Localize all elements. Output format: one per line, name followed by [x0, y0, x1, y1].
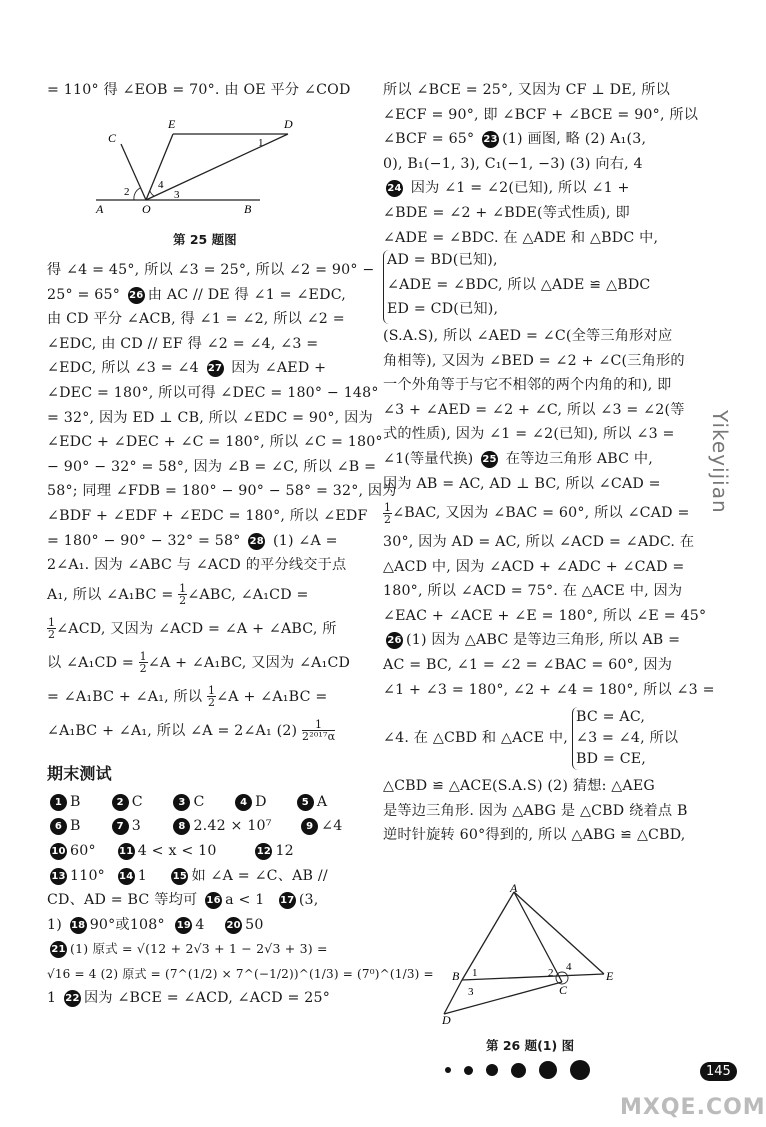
fraction: $\frac{1}{2}$ — [139, 650, 147, 676]
question-number-badge: 18 — [70, 917, 87, 934]
text-line: ∠ADE = ∠BDC. 在 △ADE 和 △BDC 中, — [383, 229, 659, 246]
question-number-badge: 3 — [173, 794, 190, 811]
text-line: = 110° 得 ∠EOB = 70°. 由 OE 平分 ∠COD — [47, 82, 351, 98]
text-line: ∠1 + ∠3 = 180°, ∠2 + ∠4 = 180°, 所以 ∠3 = — [383, 681, 715, 698]
text-line: 逆时针旋转 60°得到的, 所以 △ABG ≌ △CBD, — [383, 827, 686, 844]
text-line: 2∠A₁. 因为 ∠ABC 与 ∠ACD 的平分线交于点 — [47, 557, 347, 574]
question-number-badge: 19 — [175, 917, 192, 934]
figure-26-caption: 第 26 题(1) 图 — [486, 1038, 575, 1053]
text-line: 一个外角等于与它不相邻的两个内角的和), 即 — [383, 377, 672, 394]
section-title: 期末测试 — [47, 763, 112, 783]
text-line: △CBD ≌ △ACE(S.A.S) (2) 猜想: △AEG — [383, 778, 655, 795]
text-line: ∠1(等量代换) 25 在等边三角形 ABC 中, — [383, 450, 654, 467]
question-number-badge: 4 — [235, 794, 252, 811]
dot-icon — [464, 1066, 473, 1075]
label-A: A — [96, 202, 104, 216]
left-column-body — [47, 258, 434, 1011]
dot-icon — [539, 1061, 557, 1079]
angle-label-3: 3 — [174, 189, 180, 201]
text-line: (S.A.S), 所以 ∠AED = ∠C(全等三角形对应 — [383, 327, 673, 344]
brace-system: ∠4. 在 △CBD 和 △ACE 中, BC = AC, ∠3 = ∠4, 所以 BD = CE, — [383, 702, 683, 774]
figure-25-caption: 第 25 题图 — [173, 232, 237, 247]
question-number-badge: 13 — [50, 868, 67, 885]
question-number-badge: 1 — [50, 794, 67, 811]
text-line: ∠EDC + ∠DEC + ∠C = 180°, 所以 ∠C = 180° — [47, 434, 383, 451]
angle-label-4: 4 — [566, 961, 572, 973]
page-number: 145 — [700, 1062, 737, 1081]
brace-system — [383, 250, 683, 324]
question-number-badge: 27 — [207, 360, 224, 377]
question-number-badge: 8 — [173, 818, 190, 835]
text-line: ∠BCF = 65° 23 (1) 画图, 略 (2) A₁(3, — [383, 131, 647, 148]
question-number-badge: 24 — [386, 180, 403, 197]
label-D: D — [284, 117, 293, 131]
question-number-badge: 2 — [112, 794, 129, 811]
dot-icon — [445, 1067, 451, 1073]
dot-icon — [486, 1064, 498, 1076]
question-number-badge: 7 — [112, 818, 129, 835]
label-A: A — [510, 881, 518, 895]
dot-icon — [570, 1060, 590, 1080]
fraction: $\frac{1}{2}$ — [179, 582, 187, 608]
angle-label-4: 4 — [158, 179, 164, 191]
question-number-badge: 9 — [301, 818, 318, 835]
text-line: = ∠A₁BC + ∠A₁, 所以 $\frac{1}{2}$ ∠A + ∠A₁BC = — [47, 684, 328, 710]
answer-row: 10 60° 11 4 < x < 10 12 12 — [51, 842, 294, 859]
question-number-badge: 14 — [118, 868, 135, 885]
label-E: E — [168, 117, 176, 131]
figure-26-diagram — [432, 882, 632, 1027]
text-line: 21 (1) 原式 = √(12 + 2√3 + 1 − 2√3 + 3) = — [51, 941, 328, 957]
answer-row: CD、AD = BC 等均可 16 a < 1 17 (3, — [47, 892, 319, 909]
text-line: 1 22 因为 ∠BCE = ∠ACD, ∠ACD = 25° — [47, 990, 331, 1007]
question-number-badge: 22 — [64, 990, 81, 1007]
text-line: √16 = 4 (2) 原式 = (7^(1/2) × 7^(−1/2))^(1/3) = (7⁰)^(1/3) = — [47, 966, 434, 981]
text-line: AC = BC, ∠1 = ∠2 = ∠BAC = 60°, 因为 — [383, 657, 673, 674]
label-C: C — [108, 131, 117, 145]
text-line: = 32°, 因为 ED ⊥ CB, 所以 ∠EDC = 90°, 因为 — [47, 409, 373, 426]
angle-label-2: 2 — [548, 967, 554, 979]
text-line: = 180° − 90° − 32° = 58° 28 (1) ∠A = — [47, 532, 338, 549]
text-line: ∠ECF = 90°, 即 ∠BCF + ∠BCE = 90°, 所以 — [383, 106, 699, 123]
text-line: ∠BDF + ∠EDF + ∠EDC = 180°, 所以 ∠EDF — [47, 507, 368, 524]
footer-dots — [445, 1060, 590, 1080]
question-number-badge: 17 — [279, 892, 296, 909]
fraction: $\frac{1}{2}$ — [384, 500, 392, 526]
text-line: $\frac{1}{2}$ ∠ACD, 又因为 ∠ACD = ∠A + ∠ABC, 所 — [48, 616, 337, 642]
figure-25-diagram — [88, 112, 318, 218]
text-line: 是等边三角形. 因为 △ABG 是 △CBD 绕着点 B — [383, 802, 688, 819]
fraction: $\frac{1}{\text{2²⁰¹⁷α}}$ — [302, 718, 336, 744]
angle-label-3: 3 — [468, 986, 474, 998]
fraction: $\frac{1}{2}$ — [48, 616, 56, 642]
question-number-badge: 26 — [128, 287, 145, 304]
brace-conditions: AD = BD(已知), ∠ADE = ∠BDC, 所以 △ADE ≌ △BDC ED = CD(已知), — [383, 250, 650, 324]
angle-label-1: 1 — [472, 967, 478, 979]
label-B: B — [244, 202, 252, 216]
text-line: ∠DEC = 180°, 所以可得 ∠DEC = 180° − 148° — [47, 384, 379, 401]
dot-icon — [511, 1063, 526, 1078]
text-line: 角相等), 又因为 ∠BED = ∠2 + ∠C(三角形的 — [383, 352, 685, 369]
text-line: 24 因为 ∠1 = ∠2(已知), 所以 ∠1 + — [387, 180, 630, 197]
question-number-badge: 16 — [205, 892, 222, 909]
angle-label-2: 2 — [124, 186, 130, 198]
text-line: 30°, 因为 AD = AC, 所以 ∠ACD = ∠ADC. 在 — [383, 534, 695, 551]
text-line: 0), B₁(−1, 3), C₁(−1, −3) (3) 向右, 4 — [383, 155, 643, 172]
answer-row: 13 110° 14 1 15 如 ∠A = ∠C、AB // — [51, 867, 328, 884]
text-line: 180°, 所以 ∠ACD = 75°. 在 △ACE 中, 因为 — [383, 583, 683, 600]
text-line: 26 (1) 因为 △ABC 是等边三角形, 所以 AB = — [387, 632, 681, 649]
question-number-badge: 6 — [50, 818, 67, 835]
text-line: ∠EAC + ∠ACE + ∠E = 180°, 所以 ∠E = 45° — [383, 607, 707, 624]
label-D: D — [442, 1013, 451, 1027]
text-line: 由 CD 平分 ∠ACB, 得 ∠1 = ∠2, 所以 ∠2 = — [47, 311, 345, 328]
brace-conditions: BC = AC, ∠3 = ∠4, 所以 BD = CE, — [572, 707, 678, 770]
text-line: 25° = 65° 26 由 AC // DE 得 ∠1 = ∠EDC, — [47, 286, 346, 303]
text-line: ∠3 + ∠AED = ∠2 + ∠C, 所以 ∠3 = ∠2(等 — [383, 401, 685, 418]
text-line: 得 ∠4 = 45°, 所以 ∠3 = 25°, 所以 ∠2 = 90° − — [47, 262, 375, 278]
question-number-badge: 26 — [386, 632, 403, 649]
text-line: ∠A₁BC + ∠A₁, 所以 ∠A = 2∠A₁ (2) $\frac{1}{\text{2²⁰¹⁷α}}$ — [47, 718, 336, 744]
text-line: − 90° − 32° = 58°, 因为 ∠B = ∠C, 所以 ∠B = — [47, 458, 377, 475]
question-number-badge: 21 — [50, 941, 67, 958]
text-line: A₁, 所以 ∠A₁BC = $\frac{1}{2}$ ∠ABC, ∠A₁CD = — [47, 582, 309, 608]
question-number-badge: 25 — [481, 451, 498, 468]
question-number-badge: 5 — [297, 794, 314, 811]
question-number-badge: 28 — [248, 533, 265, 550]
question-number-badge: 11 — [118, 843, 135, 860]
text-line: $\frac{1}{2}$ ∠BAC, 又因为 ∠BAC = 60°, 所以 ∠CAD = — [384, 500, 690, 526]
text-line: 因为 AB = AC, AD ⊥ BC, 所以 ∠CAD = — [383, 475, 661, 492]
text-line: ∠EDC, 由 CD // EF 得 ∠2 = ∠4, ∠3 = — [47, 335, 319, 352]
question-number-badge: 20 — [225, 917, 242, 934]
side-brand-text: Yikeyijian — [708, 410, 732, 514]
text-line: 所以 ∠BCE = 25°, 又因为 CF ⊥ DE, 所以 — [383, 82, 671, 98]
question-number-badge: 15 — [171, 868, 188, 885]
answer-row: 6 B 7 3 8 2.42 × 10⁷ 9 ∠4 — [47, 814, 350, 839]
watermark: MXQE.COM — [620, 1095, 766, 1120]
text-line: ∠BDE = ∠2 + ∠BDE(等式性质), 即 — [383, 204, 630, 221]
answer-row: 1 B 2 C 3 C 4 D 5 A — [47, 790, 350, 815]
label-E: E — [606, 969, 614, 983]
label-O: O — [142, 202, 151, 216]
answer-row: 1) 18 90°或108° 19 4 20 50 — [47, 916, 264, 933]
label-B: B — [452, 969, 460, 983]
right-column — [383, 78, 715, 848]
fraction: $\frac{1}{2}$ — [208, 684, 216, 710]
question-number-badge: 12 — [255, 843, 272, 860]
text-line: △ACD 中, 因为 ∠ACD + ∠ADC + ∠CAD = — [383, 558, 685, 575]
text-line: ∠EDC, 所以 ∠3 = ∠4 27 因为 ∠AED + — [47, 360, 327, 377]
question-number-badge: 10 — [50, 843, 67, 860]
text-line: 58°; 同理 ∠FDB = 180° − 90° − 58° = 32°, 因为 — [47, 483, 397, 500]
question-number-badge: 23 — [482, 131, 499, 148]
label-C: C — [559, 983, 568, 997]
text-line: 式的性质), 因为 ∠1 = ∠2(已知), 所以 ∠3 = — [383, 426, 675, 443]
angle-label-1: 1 — [258, 137, 264, 149]
left-column — [47, 78, 350, 103]
text-line: 以 ∠A₁CD = $\frac{1}{2}$ ∠A + ∠A₁BC, 又因为 ∠A₁CD — [47, 650, 351, 676]
